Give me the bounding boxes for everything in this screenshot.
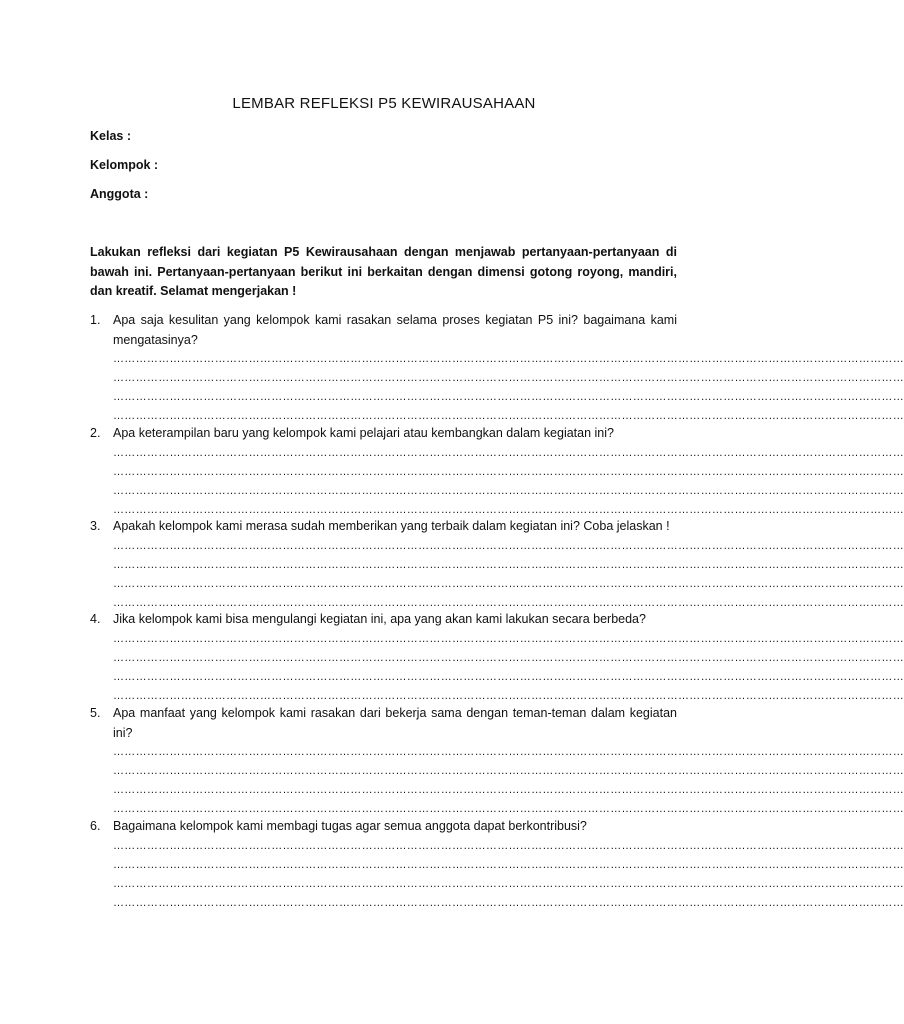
question-text: Bagaimana kelompok kami membagi tugas agar semua anggota dapat berkontribusi?	[113, 819, 587, 833]
answer-line[interactable]: …………………………………………………………………………………………………………………………………………………………………………………………	[113, 670, 904, 683]
question-text: Jika kelompok kami bisa mengulangi kegiatan ini, apa yang akan kami lakukan secara berbeda?	[113, 612, 646, 626]
question-1	[90, 311, 904, 426]
answer-line[interactable]: …………………………………………………………………………………………………………………………………………………………………………………………	[113, 651, 904, 664]
question-number: 3.	[90, 519, 101, 533]
field-kelas: Kelas :	[90, 129, 131, 143]
question-number: 6.	[90, 819, 101, 833]
question-text: Apakah kelompok kami merasa sudah memberikan yang terbaik dalam kegiatan ini? Coba jelaskan !	[113, 519, 670, 533]
answer-line[interactable]: …………………………………………………………………………………………………………………………………………………………………………………………	[113, 353, 904, 365]
question-number: 5.	[90, 706, 101, 720]
question-5	[90, 704, 904, 819]
answer-line[interactable]: …………………………………………………………………………………………………………………………………………………………………………………………	[113, 372, 904, 384]
answer-line[interactable]: …………………………………………………………………………………………………………………………………………………………………………………………	[113, 765, 904, 777]
answer-line[interactable]: …………………………………………………………………………………………………………………………………………………………………………………………	[113, 391, 904, 403]
field-anggota: Anggota :	[90, 187, 149, 201]
question-number: 1.	[90, 313, 101, 327]
answer-line[interactable]: …………………………………………………………………………………………………………………………………………………………………………………………	[113, 877, 904, 890]
answer-line[interactable]: …………………………………………………………………………………………………………………………………………………………………………………………	[113, 896, 904, 909]
answer-line[interactable]: …………………………………………………………………………………………………………………………………………………………………………………………	[113, 558, 904, 571]
answer-line[interactable]: …………………………………………………………………………………………………………………………………………………………………………………………	[113, 858, 904, 871]
question-2	[90, 424, 904, 520]
answer-line[interactable]: …………………………………………………………………………………………………………………………………………………………………………………………	[113, 596, 904, 609]
answer-line[interactable]: …………………………………………………………………………………………………………………………………………………………………………………………	[113, 410, 904, 422]
field-kelompok: Kelompok :	[90, 158, 159, 172]
answer-line[interactable]: …………………………………………………………………………………………………………………………………………………………………………………………	[113, 784, 904, 796]
answer-line[interactable]: …………………………………………………………………………………………………………………………………………………………………………………………	[113, 503, 904, 516]
answer-line[interactable]: …………………………………………………………………………………………………………………………………………………………………………………………	[113, 746, 904, 758]
answer-line[interactable]: …………………………………………………………………………………………………………………………………………………………………………………………	[113, 839, 904, 852]
question-4	[90, 610, 904, 706]
answer-line[interactable]: …………………………………………………………………………………………………………………………………………………………………………………………	[113, 632, 904, 645]
answer-line[interactable]: …………………………………………………………………………………………………………………………………………………………………………………………	[113, 484, 904, 497]
instructions-paragraph: Lakukan refleksi dari kegiatan P5 Kewirausahaan dengan menjawab pertanyaan-pertanyaan di bawah ini. Pertanyaan-pertanyaan berikut ini berkaitan dengan dimensi gotong royong, mandiri, dan kreatif. Selamat mengerjakan !	[90, 245, 677, 298]
answer-line[interactable]: …………………………………………………………………………………………………………………………………………………………………………………………	[113, 539, 904, 552]
question-text: Apa manfaat yang kelompok kami rasakan dari bekerja sama dengan teman-teman dalam kegiatan ini?	[113, 706, 677, 740]
answer-line[interactable]: …………………………………………………………………………………………………………………………………………………………………………………………	[113, 446, 904, 459]
question-text: Apa saja kesulitan yang kelompok kami rasakan selama proses kegiatan P5 ini? bagaimana kami mengatasinya?	[113, 313, 677, 347]
page-title: LEMBAR REFLEKSI P5 KEWIRAUSAHAAN	[232, 95, 536, 112]
question-number: 2.	[90, 426, 101, 440]
answer-line[interactable]: …………………………………………………………………………………………………………………………………………………………………………………………	[113, 465, 904, 478]
answer-line[interactable]: …………………………………………………………………………………………………………………………………………………………………………………………	[113, 689, 904, 702]
question-3	[90, 517, 904, 613]
answer-line[interactable]: …………………………………………………………………………………………………………………………………………………………………………………………	[113, 803, 904, 815]
answer-line[interactable]: …………………………………………………………………………………………………………………………………………………………………………………………	[113, 577, 904, 590]
question-number: 4.	[90, 612, 101, 626]
question-6	[90, 817, 904, 913]
question-text: Apa keterampilan baru yang kelompok kami pelajari atau kembangkan dalam kegiatan ini?	[113, 426, 614, 440]
